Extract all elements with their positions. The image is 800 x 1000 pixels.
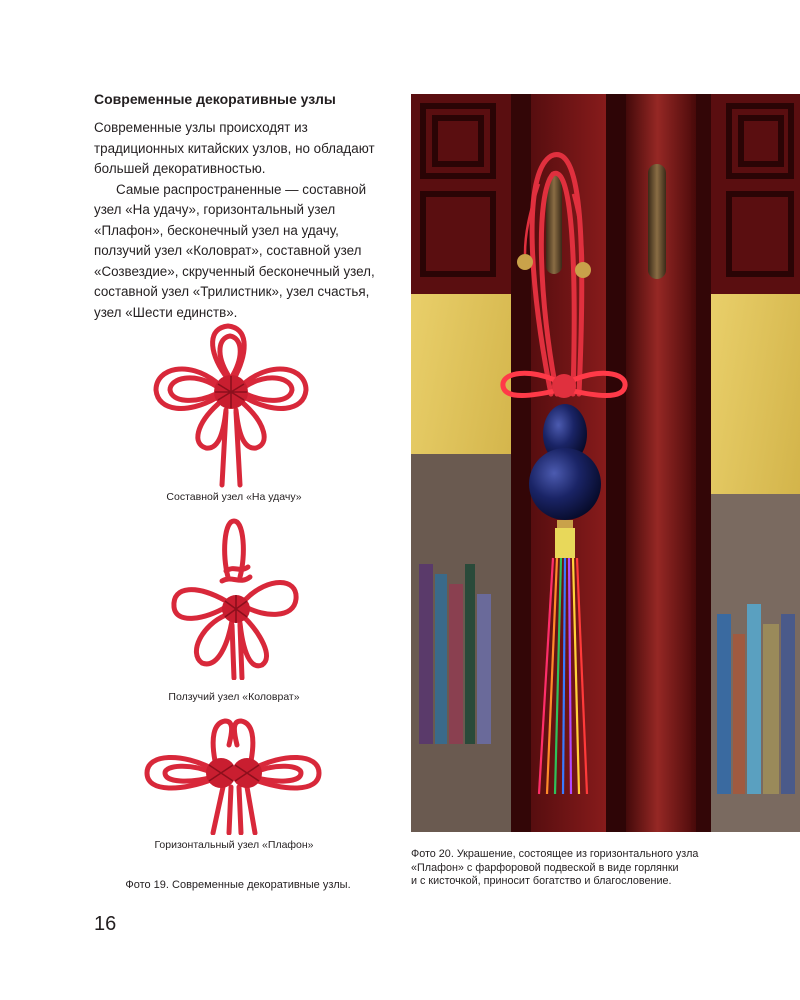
- knot-plafon-caption: Горизонтальный узел «Плафон»: [154, 839, 314, 851]
- knot-plafon-illustration: [143, 715, 323, 835]
- photo20-caption-line: и с кисточкой, приносит богатство и благословение.: [411, 875, 672, 887]
- knot-na-udachu-illustration: [148, 320, 318, 490]
- section-heading: Современные декоративные узлы: [94, 91, 336, 107]
- knot-na-udachu-caption: Составной узел «На удачу»: [166, 491, 302, 503]
- photo20-caption-line: «Плафон» с фарфоровой подвеской в виде горлянки: [411, 861, 679, 874]
- paragraph-list: Самые распространенные — составной узел «На удачу», горизонтальный узел «Плафон», бесконечный узел на удачу, ползучий узел «Коловрат», составной узел «Созвездие», скрученный бесконечный узел, составной узел «Трилистник», узел счастья, узел «Шести единств».: [94, 181, 375, 320]
- photo20-pendant-image: [411, 94, 800, 832]
- photo19-caption: Фото 19. Современные декоративные узлы.: [125, 879, 351, 891]
- knot-kolovrat-caption: Ползучий узел «Коловрат»: [168, 691, 300, 703]
- paragraph-intro: Современные узлы происходят из традиционных китайских узлов, но обладают большей декоративностью.: [94, 120, 375, 176]
- photo20-caption-line: Фото 20. Украшение, состоящее из горизонтального узла: [411, 848, 699, 860]
- knot-kolovrat-illustration: [168, 515, 303, 680]
- page-number: 16: [94, 913, 117, 935]
- body-text: [94, 118, 391, 323]
- photo20-caption: [411, 848, 791, 889]
